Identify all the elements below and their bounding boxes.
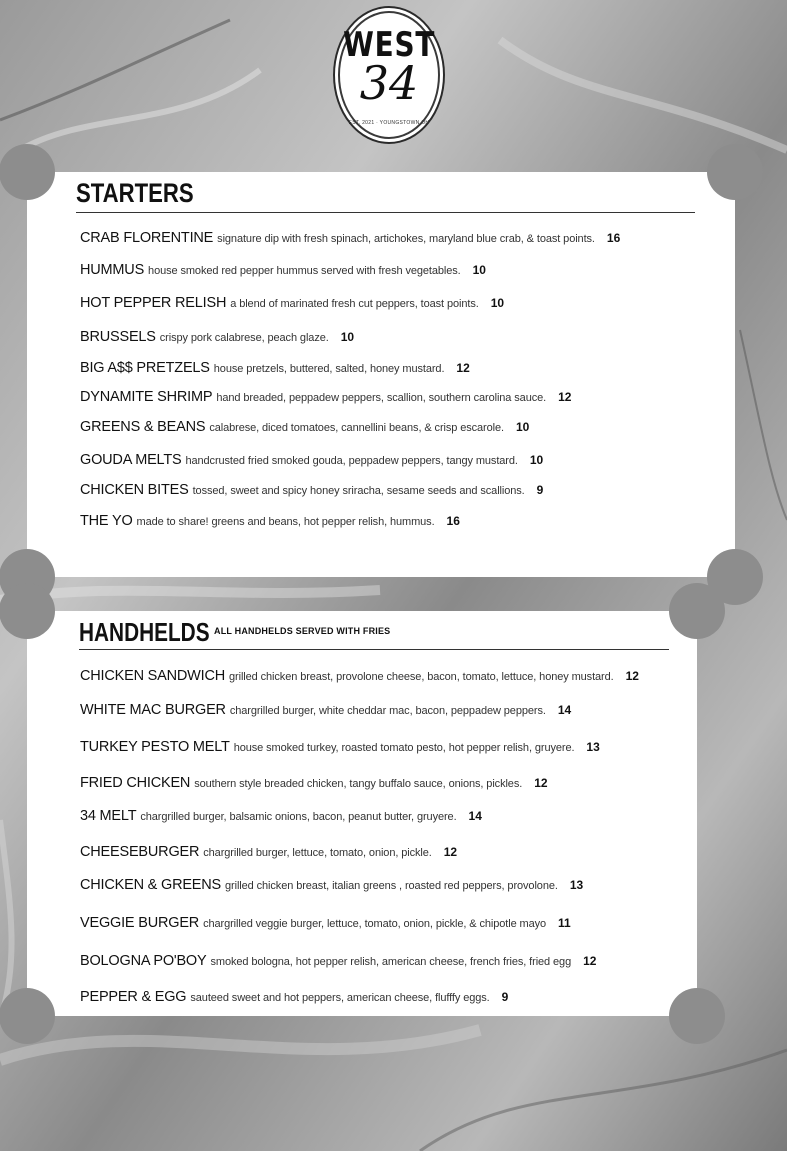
item-description: chargrilled burger, lettuce, tomato, onion, pickle. <box>203 847 432 859</box>
item-price: 11 <box>558 916 571 930</box>
menu-item <box>80 915 571 932</box>
handhelds-fries-note: ALL HANDHELDS SERVED WITH FRIES <box>214 626 391 636</box>
item-name: HUMMUS <box>80 262 145 278</box>
item-description: sauteed sweet and hot peppers, american cheese, flufffy eggs. <box>190 992 490 1004</box>
menu-item <box>80 419 529 436</box>
item-price: 10 <box>529 453 544 467</box>
item-price: 10 <box>340 330 355 344</box>
item-name: CHICKEN & GREENS <box>80 877 222 893</box>
menu-item <box>80 739 600 756</box>
item-price: 13 <box>569 878 584 892</box>
item-price: 13 <box>586 740 600 754</box>
item-description: hand breaded, peppadew peppers, scallion, southern carolina sauce. <box>216 392 547 404</box>
item-description: grilled chicken breast, italian greens , roasted red peppers, provolone. <box>225 880 558 892</box>
item-name: BIG A$$ PRETZELS <box>80 360 210 376</box>
handhelds-divider <box>79 649 669 650</box>
item-price: 14 <box>468 809 482 823</box>
menu-item <box>80 844 457 861</box>
item-price: 9 <box>501 990 509 1004</box>
item-price: 12 <box>625 669 639 683</box>
item-name: HOT PEPPER RELISH <box>80 295 227 311</box>
item-name: CHICKEN BITES <box>80 482 189 498</box>
item-name: GOUDA MELTS <box>80 452 182 468</box>
item-price: 10 <box>472 263 486 277</box>
menu-item <box>80 989 508 1006</box>
card-corner-notch <box>0 144 55 200</box>
item-name: FRIED CHICKEN <box>80 775 191 791</box>
menu-item <box>80 668 639 685</box>
item-description: made to share! greens and beans, hot pepper relish, hummus. <box>136 516 435 528</box>
starters-heading: STARTERS <box>76 178 194 208</box>
card-corner-notch <box>0 583 55 639</box>
item-name: PEPPER & EGG <box>80 989 187 1005</box>
item-price: 10 <box>490 296 505 310</box>
starters-divider <box>76 212 695 213</box>
card-corner-notch <box>0 988 55 1044</box>
item-description: smoked bologna, hot pepper relish, american cheese, french fries, fried egg <box>210 956 572 968</box>
card-corner-notch <box>669 583 725 639</box>
item-price: 12 <box>558 390 572 404</box>
west34-logo <box>333 6 445 144</box>
item-name: CRAB FLORENTINE <box>80 230 214 246</box>
item-price: 10 <box>515 420 530 434</box>
item-price: 14 <box>557 703 572 717</box>
item-name: VEGGIE BURGER <box>80 915 200 931</box>
item-name: CHEESEBURGER <box>80 844 200 860</box>
item-description: calabrese, diced tomatoes, cannellini beans, & crisp escarole. <box>209 422 504 434</box>
item-name: BOLOGNA PO'BOY <box>80 953 207 969</box>
menu-item <box>80 877 583 894</box>
menu-item <box>80 482 543 499</box>
logo-wordmark: WEST <box>343 25 436 65</box>
item-name: GREENS & BEANS <box>80 419 206 435</box>
item-description: house smoked turkey, roasted tomato pesto, hot pepper relish, gruyere. <box>233 742 575 754</box>
item-description: handcrusted fried smoked gouda, peppadew peppers, tangy mustard. <box>185 455 518 467</box>
item-description: house smoked red pepper hummus served with fresh vegetables. <box>148 265 461 277</box>
menu-item <box>80 953 596 970</box>
card-corner-notch <box>669 988 725 1044</box>
logo-tagline: EST. 2021 · YOUNGSTOWN OH <box>348 120 430 126</box>
menu-item <box>80 262 486 279</box>
item-price: 12 <box>534 776 548 790</box>
item-price: 16 <box>446 514 460 528</box>
logo-number: 34 <box>359 56 419 110</box>
menu-item <box>80 702 571 719</box>
item-name: BRUSSELS <box>80 329 156 345</box>
item-name: DYNAMITE SHRIMP <box>80 389 213 405</box>
item-name: 34 MELT <box>80 808 137 824</box>
handhelds-heading: HANDHELDS <box>79 617 210 647</box>
item-description: southern style breaded chicken, tangy buffalo sauce, onions, pickles. <box>194 778 523 790</box>
item-name: TURKEY PESTO MELT <box>80 739 230 755</box>
card-corner-notch <box>707 144 763 200</box>
menu-item <box>80 808 482 825</box>
menu-item <box>80 360 470 377</box>
item-description: a blend of marinated fresh cut peppers, toast points. <box>230 298 479 310</box>
item-description: chargrilled burger, balsamic onions, bacon, peanut butter, gruyere. <box>140 811 457 823</box>
item-name: THE YO <box>80 513 133 529</box>
item-price: 12 <box>583 954 597 968</box>
menu-item <box>80 295 504 312</box>
menu-item <box>80 452 543 469</box>
menu-item <box>80 329 354 346</box>
menu-item <box>80 230 620 247</box>
item-description: signature dip with fresh spinach, artichokes, maryland blue crab, & toast points. <box>217 233 595 245</box>
item-name: WHITE MAC BURGER <box>80 702 226 718</box>
item-description: tossed, sweet and spicy honey sriracha, sesame seeds and scallions. <box>192 485 525 497</box>
item-description: house pretzels, buttered, salted, honey mustard. <box>213 363 445 375</box>
item-name: CHICKEN SANDWICH <box>80 668 226 684</box>
menu-item <box>80 775 548 792</box>
menu-item <box>80 389 571 406</box>
item-price: 16 <box>606 231 621 245</box>
item-price: 9 <box>536 483 544 497</box>
item-price: 12 <box>443 845 458 859</box>
item-description: grilled chicken breast, provolone cheese, bacon, tomato, lettuce, honey mustard. <box>229 671 614 683</box>
item-price: 12 <box>456 361 470 375</box>
item-description: chargrilled veggie burger, lettuce, tomato, onion, pickle, & chipotle mayo <box>203 918 547 930</box>
item-description: chargrilled burger, white cheddar mac, bacon, peppadew peppers. <box>229 705 546 717</box>
menu-item <box>80 513 460 530</box>
item-description: crispy pork calabrese, peach glaze. <box>159 332 329 344</box>
